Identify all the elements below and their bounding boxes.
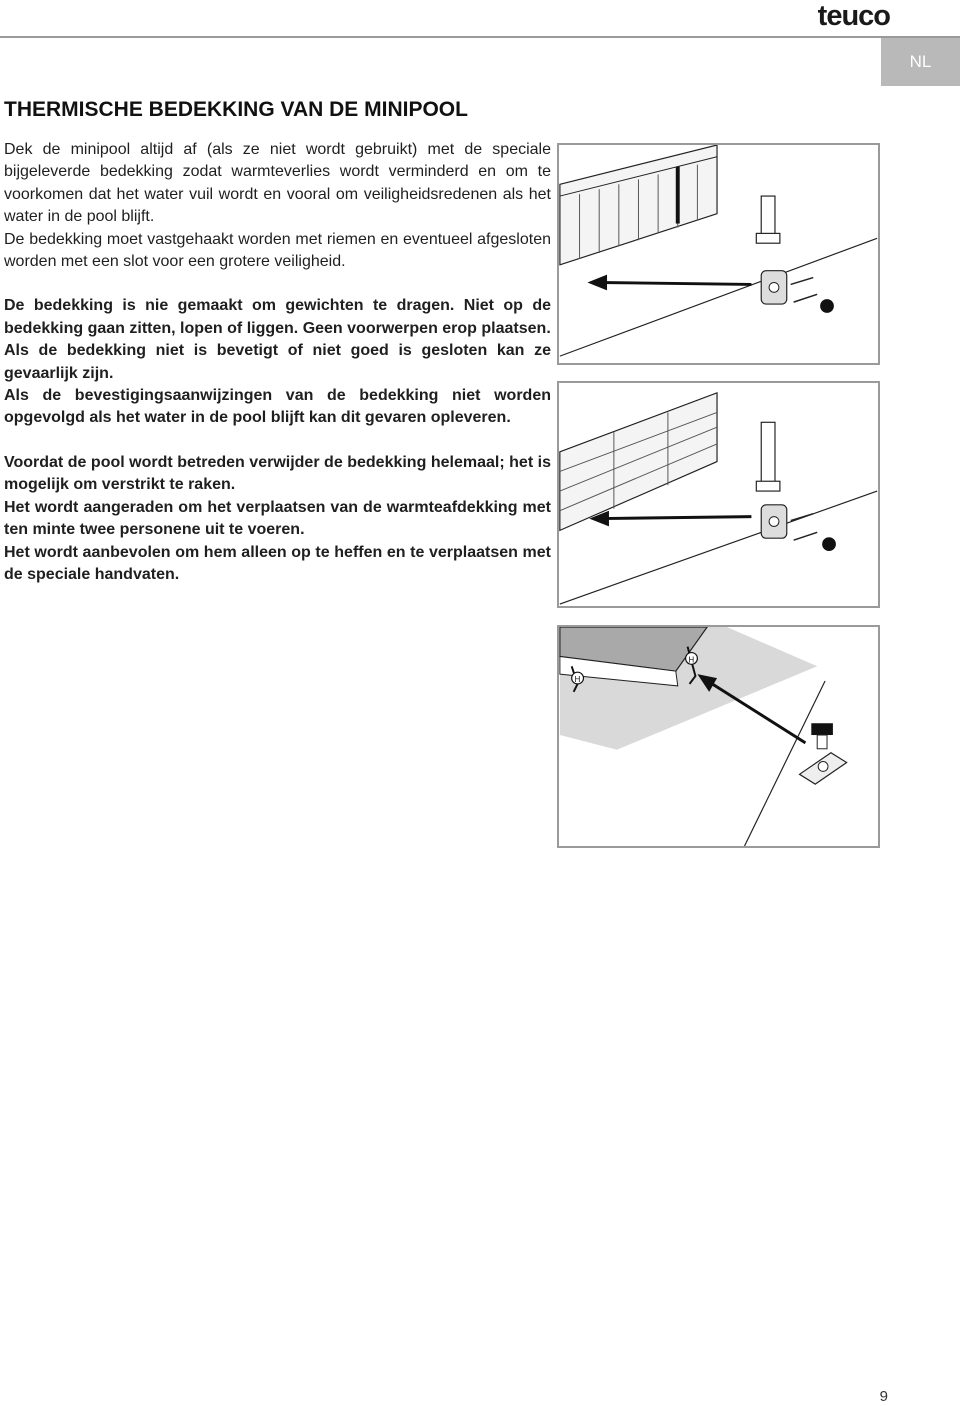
handle-label-right: H: [688, 655, 695, 665]
intro-paragraph: Dek de minipool altijd af (als ze niet wordt gebruikt) met de speciale bijgeleverde bedekking zodat warmteverlies wordt verminderd en om te voorkomen dat het water vuil wordt en vooral om veiligheidsredenen als het water in de pool blijft.: [4, 141, 551, 226]
page-number: 9: [879, 1388, 888, 1405]
figure-strap-fixing-alt: [557, 381, 880, 608]
section-title: THERMISCHE BEDEKKING VAN DE MINIPOOL: [4, 98, 468, 121]
brand-logo: teuco: [817, 0, 890, 32]
warning-instructions: Als de bevestigingsaanwijzingen van de bedekking niet worden opgevolgd als het water in de pool blijft kan dit gevaren opleveren.: [4, 387, 551, 427]
warning-weight: De bedekking is nie gemaakt om gewichten te dragen. Niet op de bedekking gaan zitten, lopen of liggen. Geen voorwerpen erop plaatsen.: [4, 297, 551, 337]
language-tab: NL: [881, 38, 960, 86]
instruction-handles: Het wordt aanbevolen om hem alleen op te heffen en te verplaatsen met de speciale handvaten.: [4, 543, 551, 583]
warning-secure: Als de bedekking niet is bevetigt of niet goed is gesloten kan ze gevaarlijk zijn.: [4, 342, 551, 382]
body-text: [4, 139, 551, 586]
instruction-remove: Voordat de pool wordt betreden verwijder de bedekking helemaal; het is mogelijk om verstrikt te raken.: [4, 453, 551, 494]
figure-strap-fixing-side: [557, 143, 880, 365]
handle-label-left: H: [574, 674, 581, 684]
header-divider: [0, 36, 960, 38]
strap-paragraph: De bedekking moet vastgehaakt worden met riemen en eventueel afgesloten worden met een slot voor een grotere veiligheid.: [4, 230, 551, 271]
instruction-two-people: Het wordt aangeraden om het verplaatsen van de warmteafdekking met ten minte twee personene uit te voeren.: [4, 498, 551, 539]
figure-cover-handles: [557, 625, 880, 848]
